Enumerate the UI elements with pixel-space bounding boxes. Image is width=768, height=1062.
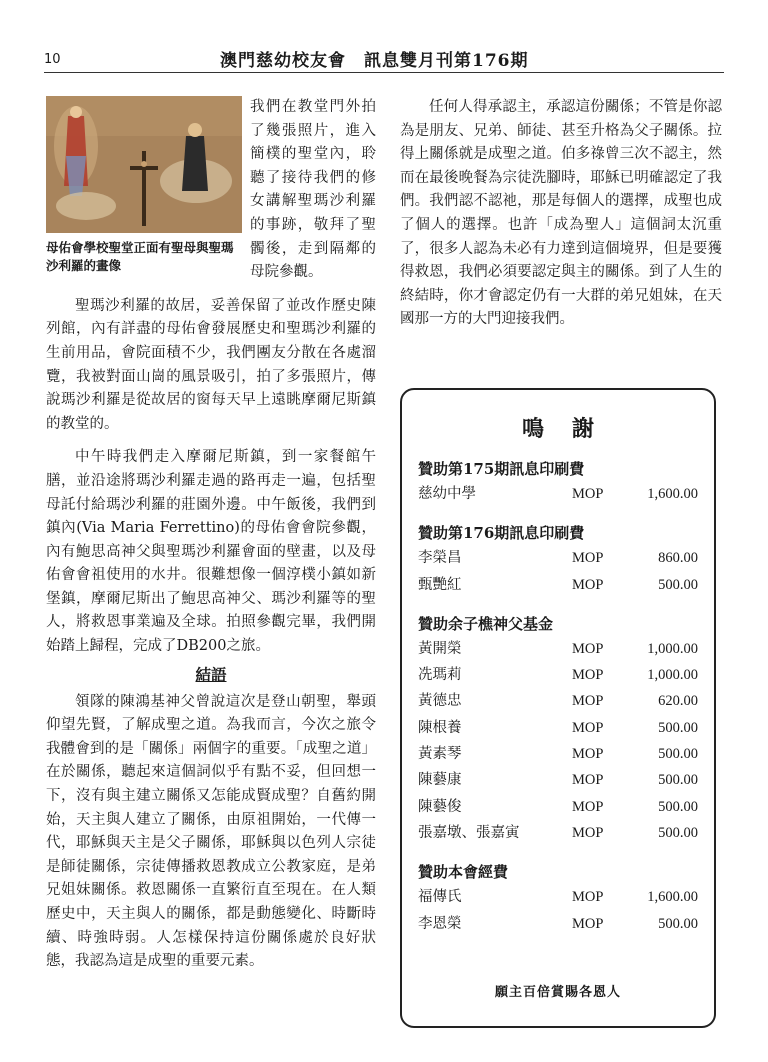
sponsor-section-title: 贊助第176期訊息印刷費	[418, 524, 585, 543]
sponsor-amount: 500.00	[658, 798, 698, 815]
sponsor-currency: MOP	[572, 486, 604, 502]
sponsor-currency: MOP	[572, 667, 604, 684]
sponsor-currency: MOP	[572, 772, 604, 789]
sponsor-currency: MOP	[572, 576, 604, 593]
sponsor-section	[418, 612, 698, 846]
sponsor-currency: MOP	[572, 719, 604, 736]
sponsor-name: 李榮昌	[418, 550, 462, 567]
page-header-title: 澳門慈幼校友會 訊息雙月刊第176期	[220, 51, 529, 71]
sponsor-currency: MOP	[572, 798, 604, 815]
sponsor-name: 甄艷紅	[418, 576, 462, 593]
sponsor-amount: 860.00	[658, 550, 698, 567]
sponsor-currency: MOP	[572, 693, 604, 710]
sponsor-name: 黃開榮	[418, 640, 462, 657]
sponsor-name: 李恩榮	[418, 915, 462, 932]
sponsor-row	[418, 688, 698, 714]
sponsor-row	[418, 545, 698, 571]
sponsor-currency: MOP	[572, 889, 604, 906]
chapel-photo	[46, 96, 242, 233]
sponsor-name: 黃德忠	[418, 693, 462, 710]
sponsor-currency: MOP	[572, 550, 604, 567]
sponsor-currency: MOP	[572, 746, 604, 763]
sponsor-amount: 500.00	[658, 824, 698, 841]
acknowledgement-title: 鳴謝	[521, 416, 622, 442]
acknowledgement-box	[400, 388, 716, 1028]
sponsor-amount: 1,600.00	[647, 486, 698, 502]
sponsor-row	[418, 481, 698, 507]
sponsor-amount: 500.00	[658, 772, 698, 789]
sponsor-section	[418, 860, 698, 937]
sponsor-row	[418, 767, 698, 793]
sponsor-row	[418, 636, 698, 662]
sponsor-name: 陳根養	[418, 719, 462, 736]
sponsor-amount: 500.00	[658, 915, 698, 932]
sponsor-name: 黃素琴	[418, 746, 462, 763]
sponsor-amount: 500.00	[658, 719, 698, 736]
photo-caption: 母佑會學校聖堂正面有聖母與聖瑪沙利羅的畫像	[46, 240, 234, 273]
sponsor-section	[418, 521, 698, 598]
sponsor-sections	[402, 457, 714, 937]
sponsor-section-title: 贊助第175期訊息印刷費	[418, 460, 585, 478]
sponsor-amount: 500.00	[658, 576, 698, 593]
sponsor-amount: 1,600.00	[647, 889, 698, 906]
right-column	[400, 96, 722, 332]
sponsor-amount: 500.00	[658, 746, 698, 763]
sponsor-section-title: 贊助本會經費	[418, 863, 509, 882]
photo-block	[46, 96, 242, 275]
paragraph-residence: 聖瑪沙利羅的故居，妥善保留了並改作歷史陳列館，內有詳盡的母佑會發展歷史和聖瑪沙利羅的生前用品，會院面積不少，我們團友分散在各處溜覽，我被對面山崗的風景吸引，拍了多張照片，傳說瑪沙利羅是從故居的窗每天早上遠眺摩爾尼斯鎮的教堂的。	[46, 297, 376, 432]
sponsor-name: 福傳氏	[418, 889, 462, 906]
sponsor-name: 張嘉墩、張嘉寅	[418, 824, 520, 841]
sponsor-amount: 1,000.00	[647, 667, 698, 684]
sponsor-row	[418, 911, 698, 937]
sponsor-section-title: 贊助余子樵神父基金	[418, 614, 554, 633]
intro-paragraph: 我們在教堂門外拍了幾張照片，進入簡樸的聖堂內，聆聽了接待我們的修女講解聖瑪沙利羅的事跡，敬拜了聖髑後，走到隔鄰的母院參觀。	[250, 99, 376, 281]
sponsor-row	[418, 884, 698, 910]
sponsor-currency: MOP	[572, 824, 604, 841]
sponsor-row	[418, 572, 698, 598]
sponsor-name: 陳藝俊	[418, 798, 462, 815]
paragraph-town-visit: 中午時我們走入摩爾尼斯鎮，到一家餐館午膳，並沿途將瑪沙利羅走過的路再走一遍，包括聖母託付給瑪沙利羅的莊園外邊。中午飯後，我們到鎮內(Via Maria Ferrettino)的母佑會會院參觀，內有鮑思高神父與聖瑪沙利羅會面的壁畫，以及母佑會會祖使用的水井。很難想像一個淳樸小鎮如新堡鎮，摩爾尼斯出了鮑思高神父、瑪沙利羅等的聖人，將救恩事業遍及全球。拍照參觀完畢，我們開始踏上歸程，完成了DB200之旅。	[46, 449, 376, 655]
sponsor-amount: 620.00	[658, 693, 698, 710]
page-number: 10	[44, 52, 61, 67]
header-rule	[44, 72, 724, 73]
paragraph-relationship: 任何人得承認主，承認這份關係；不管是你認為是朋友、兄弟、師徒、甚至升格為父子關係。拉得上關係就是成聖之道。伯多祿曾三次不認主，然而在最後晚餐為宗徒洗腳時，耶穌已明確認定了我們。我們認不認祂，那是每個人的選擇，成聖也成了個人的選擇。也許「成為聖人」這個詞太沉重了，很多人認為未必有力達到這個境界，但是要獲得救恩，我們必須要認定與主的關係。到了人生的終結時，你才會認定仍有一大群的弟兄姐妹，在天國那一方的大門迎接我們。	[400, 99, 722, 328]
sponsor-row	[418, 715, 698, 741]
sponsor-amount: 1,000.00	[647, 640, 698, 657]
sponsor-row	[418, 662, 698, 688]
sponsor-section	[418, 457, 698, 507]
conclusion-heading: 結語	[195, 664, 227, 684]
sponsor-currency: MOP	[572, 640, 604, 657]
chapel-painting-image	[46, 96, 242, 233]
sponsor-row	[418, 820, 698, 846]
left-column	[46, 96, 376, 974]
acknowledgement-footer: 願主百倍賞賜各恩人	[494, 985, 621, 1000]
sponsor-currency: MOP	[572, 915, 604, 932]
sponsor-row	[418, 741, 698, 767]
sponsor-name: 陳藝康	[418, 772, 462, 789]
sponsor-row	[418, 794, 698, 820]
paragraph-conclusion: 領隊的陳鴻基神父曾說這次是登山朝聖，舉頭仰望先賢，了解成聖之道。為我而言，今次之旅令我體會到的是「關係」兩個字的重要。「成聖之道」在於關係，聽起來這個詞似乎有點不妥，但回想一下，沒有與主建立關係又怎能成賢成聖？自舊約開始，天主與人建立了關係，由原祖開始，一代傳一代，耶穌與天主是父子關係，耶穌與以色列人宗徒是師徒關係，宗徒傳播救恩教成立公教家庭，是弟兄姐妹關係。救恩關係一直繁衍直至現在。在人類歷史中，天主與人的關係，都是動態變化、時斷時續、時強時弱。人怎樣保持這份關係處於良好狀態，我認為這是成聖的重要元素。	[46, 693, 376, 970]
sponsor-name: 慈幼中學	[418, 486, 476, 502]
sponsor-name: 冼瑪莉	[418, 667, 462, 684]
